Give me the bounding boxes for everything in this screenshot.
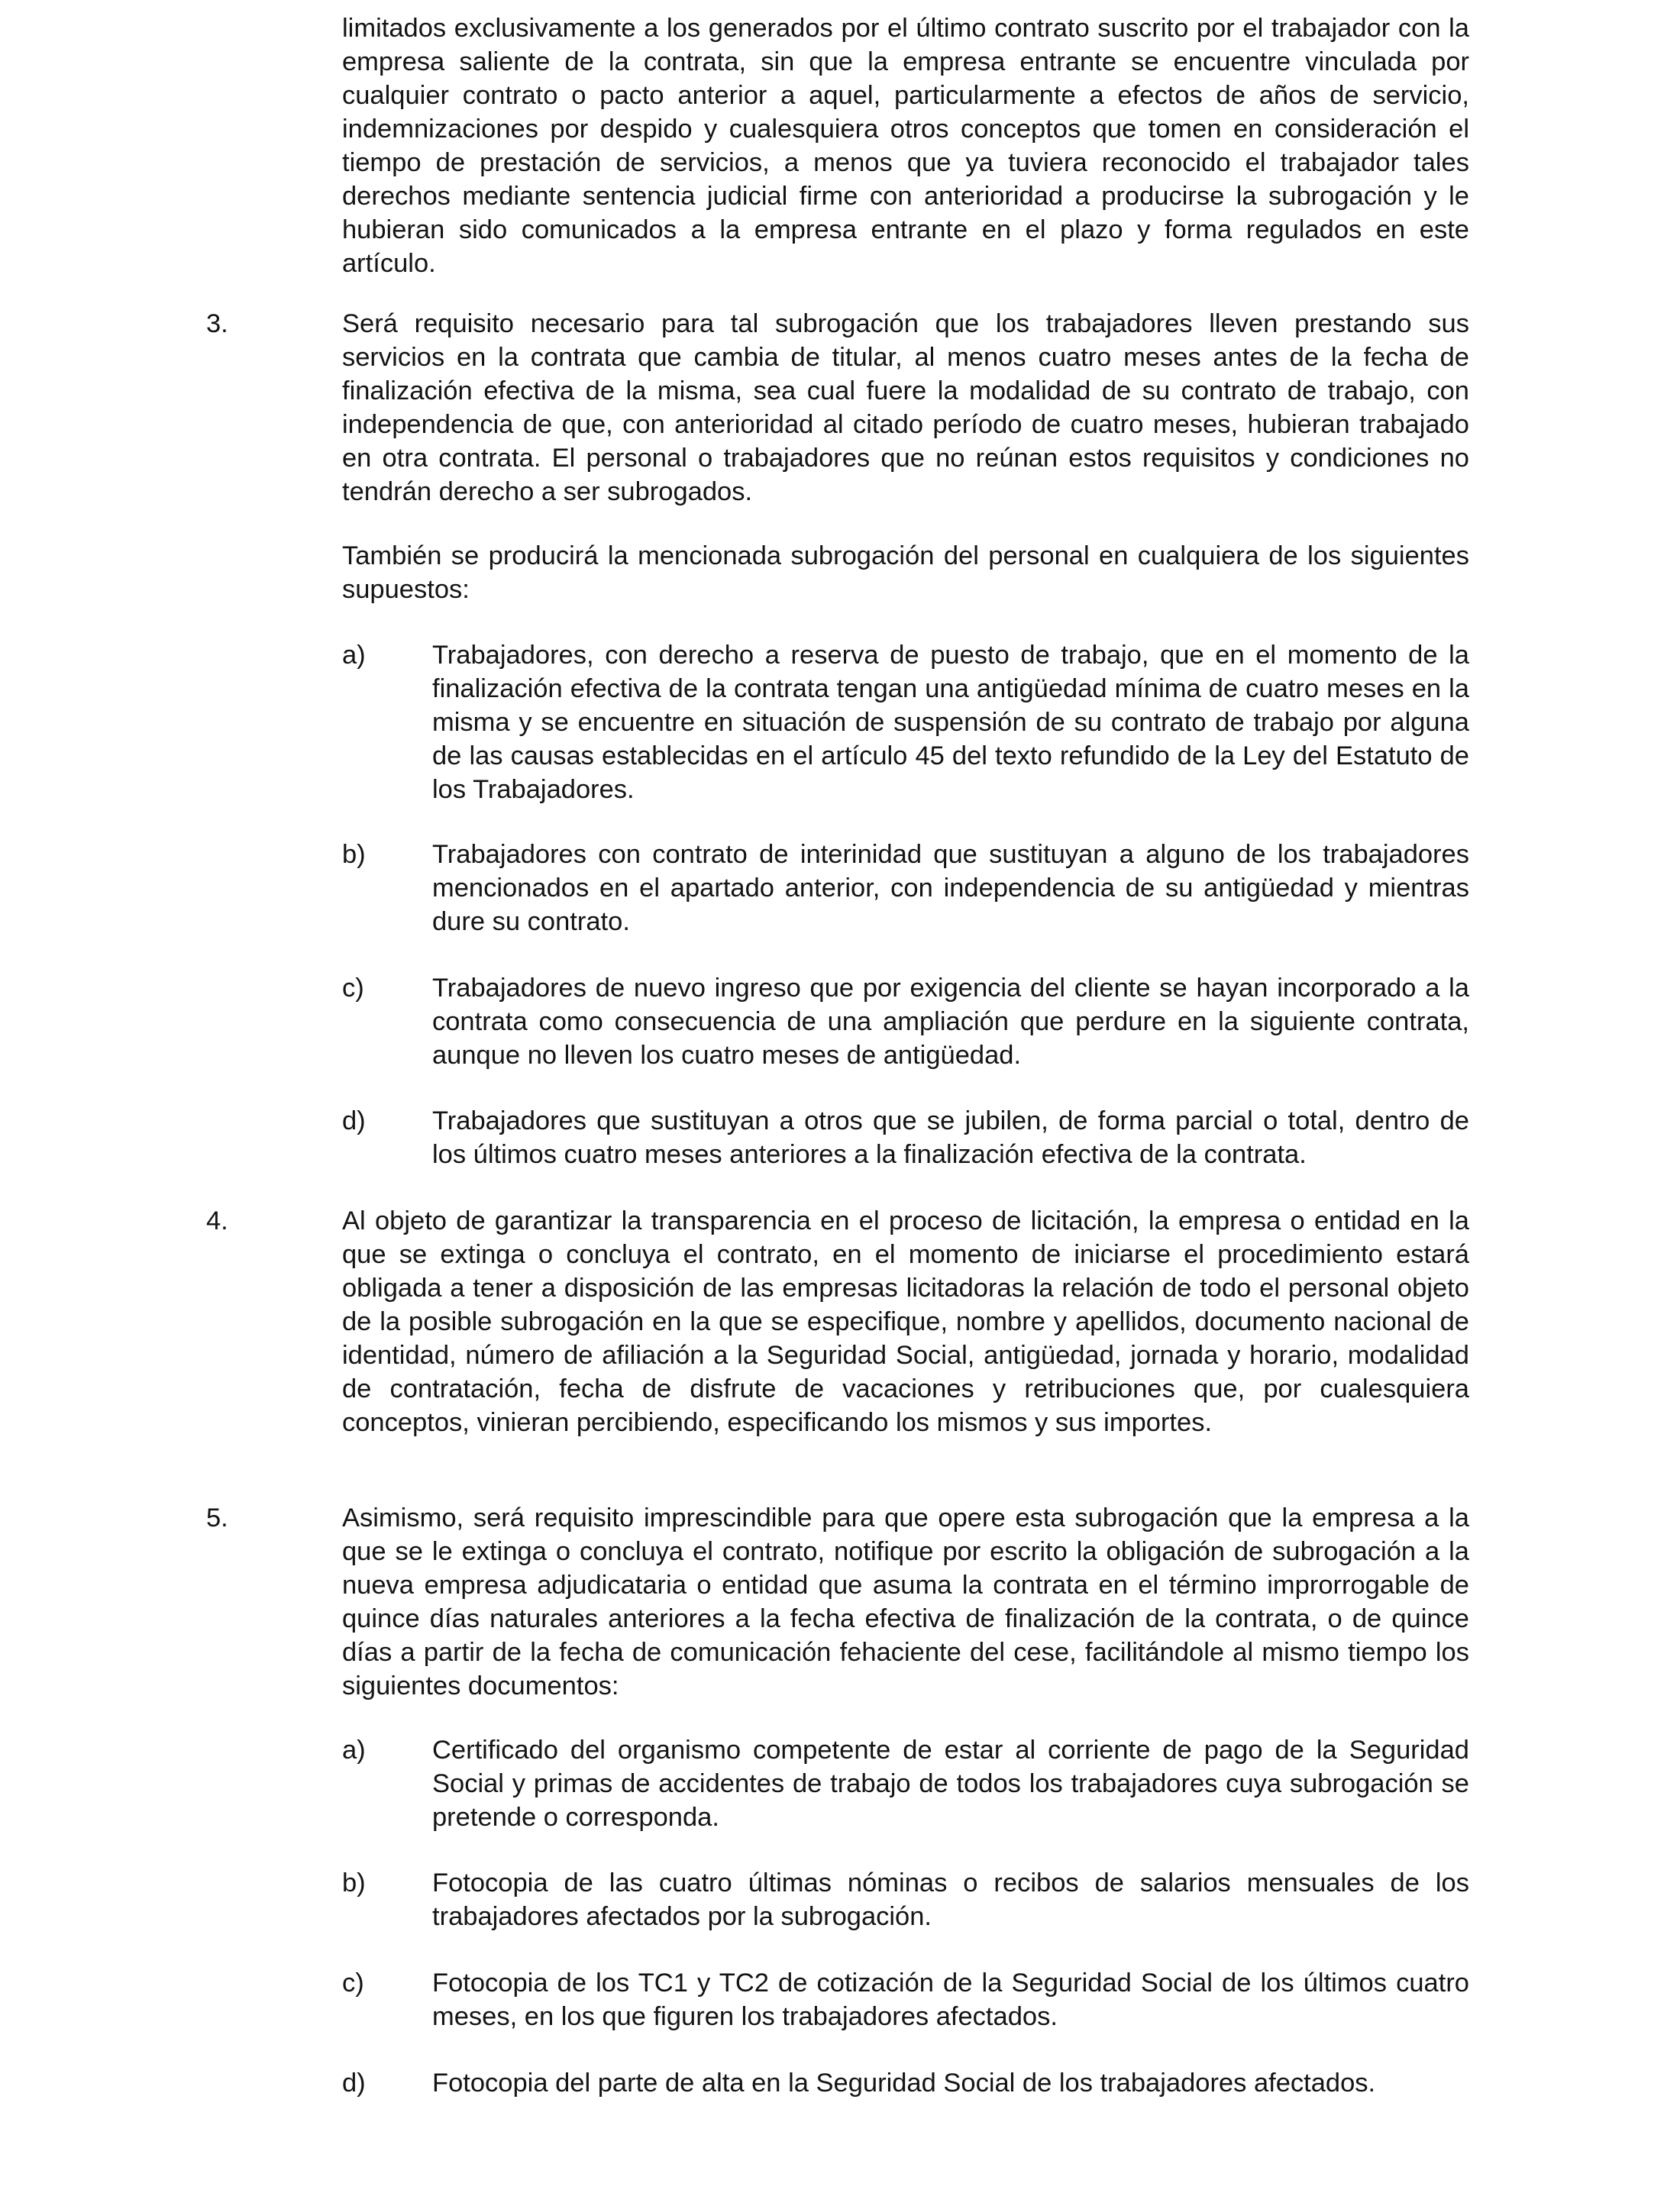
- section-3-supuestos-intro: También se producirá la mencionada subrogación del personal en cualquiera de los siguientes supuestos:: [342, 541, 1469, 604]
- section-4-number: 4.: [206, 1206, 228, 1235]
- section-5-number: 5.: [206, 1503, 228, 1533]
- section-3-item-b: Trabajadores con contrato de interinidad que sustituyan a alguno de los trabajadores mencionados en el apartado anterior, con independencia de su antigüedad y mientras dure su contrato.: [432, 840, 1469, 936]
- section-5-item-a-label: a): [342, 1736, 366, 1765]
- section-5-item-d-label: d): [342, 2069, 366, 2098]
- section-3-item-a-label: a): [342, 641, 366, 670]
- section-3-item-c-label: c): [342, 974, 364, 1003]
- section-5-item-c: Fotocopia de los TC1 y TC2 de cotización de la Seguridad Social de los últimos cuatro meses, en los que figuren los trabajadores afectados.: [432, 1969, 1469, 2031]
- section-3-number: 3.: [206, 309, 228, 338]
- section-3-item-a: Trabajadores, con derecho a reserva de puesto de trabajo, que en el momento de la finalización efectiva de la contrata tengan una antigüedad mínima de cuatro meses en la misma y se encuentre en situación de suspensión de su contrato de trabajo por alguna de las causas establecidas en el artículo 45 del texto refundido de la Ley del Estatuto de los Trabajadores.: [432, 641, 1469, 804]
- section-5-paragraph: Asimismo, será requisito imprescindible para que opere esta subrogación que la empresa a la que se le extinga o concluya el contrato, notifique por escrito la obligación de subrogación a la nueva empresa adjudicataria o entidad que asuma la contrata en el término improrrogable de quince días naturales anteriores a la fecha efectiva de finalización de la contrata, o de quince días a partir de la fecha de comunicación fehaciente del cese, facilitándole al mismo tiempo los siguientes documentos:: [342, 1503, 1469, 1700]
- section-3-item-d-label: d): [342, 1106, 366, 1135]
- section-3-item-c: Trabajadores de nuevo ingreso que por exigencia del cliente se hayan incorporado a la contrata como consecuencia de una ampliación que perdure en la siguiente contrata, aunque no lleven los cuatro meses de antigüedad.: [432, 974, 1469, 1070]
- intro-paragraph: limitados exclusivamente a los generados por el último contrato suscrito por el trabajador con la empresa saliente de la contrata, sin que la empresa entrante se encuentre vinculada por cualquier contrato o pacto anterior a aquel, particularmente a efectos de años de servicio, indemnizaciones por despido y cualesquiera otros conceptos que tomen en consideración el tiempo de prestación de servicios, a menos que ya tuviera reconocido el trabajador tales derechos mediante sentencia judicial firme con anterioridad a producirse la subrogación y le hubieran sido comunicados a la empresa entrante en el plazo y forma regulados en este artículo.: [342, 14, 1469, 278]
- section-3-item-d: Trabajadores que sustituyan a otros que se jubilen, de forma parcial o total, dentro de los últimos cuatro meses anteriores a la finalización efectiva de la contrata.: [432, 1106, 1469, 1169]
- section-5-item-b: Fotocopia de las cuatro últimas nóminas o recibos de salarios mensuales de los trabajadores afectados por la subrogación.: [432, 1868, 1469, 1931]
- section-4-paragraph: Al objeto de garantizar la transparencia en el proceso de licitación, la empresa o entidad en la que se extinga o concluya el contrato, en el momento de iniciarse el procedimiento estará obligada a tener a disposición de las empresas licitadoras la relación de todo el personal objeto de la posible subrogación en la que se especifique, nombre y apellidos, documento nacional de identidad, número de afiliación a la Seguridad Social, antigüedad, jornada y horario, modalidad de contratación, fecha de disfrute de vacaciones y retribuciones que, por cualesquiera conceptos, vinieran percibiendo, especificando los mismos y sus importes.: [342, 1206, 1469, 1437]
- section-3-item-b-label: b): [342, 840, 366, 869]
- section-5-item-d: Fotocopia del parte de alta en la Seguridad Social de los trabajadores afectados.: [432, 2069, 1376, 2098]
- section-3-paragraph: Será requisito necesario para tal subrogación que los trabajadores lleven prestando sus servicios en la contrata que cambia de titular, al menos cuatro meses antes de la fecha de finalización efectiva de la misma, sea cual fuere la modalidad de su contrato de trabajo, con independencia de que, con anterioridad al citado período de cuatro meses, hubieran trabajado en otra contrata. El personal o trabajadores que no reúnan estos requisitos y condiciones no tendrán derecho a ser subrogados.: [342, 309, 1469, 506]
- section-5-item-b-label: b): [342, 1868, 366, 1897]
- section-5-item-a: Certificado del organismo competente de estar al corriente de pago de la Seguridad Social y primas de accidentes de trabajo de todos los trabajadores cuya subrogación se pretende o corresponda.: [432, 1736, 1469, 1832]
- section-5-item-c-label: c): [342, 1969, 364, 1998]
